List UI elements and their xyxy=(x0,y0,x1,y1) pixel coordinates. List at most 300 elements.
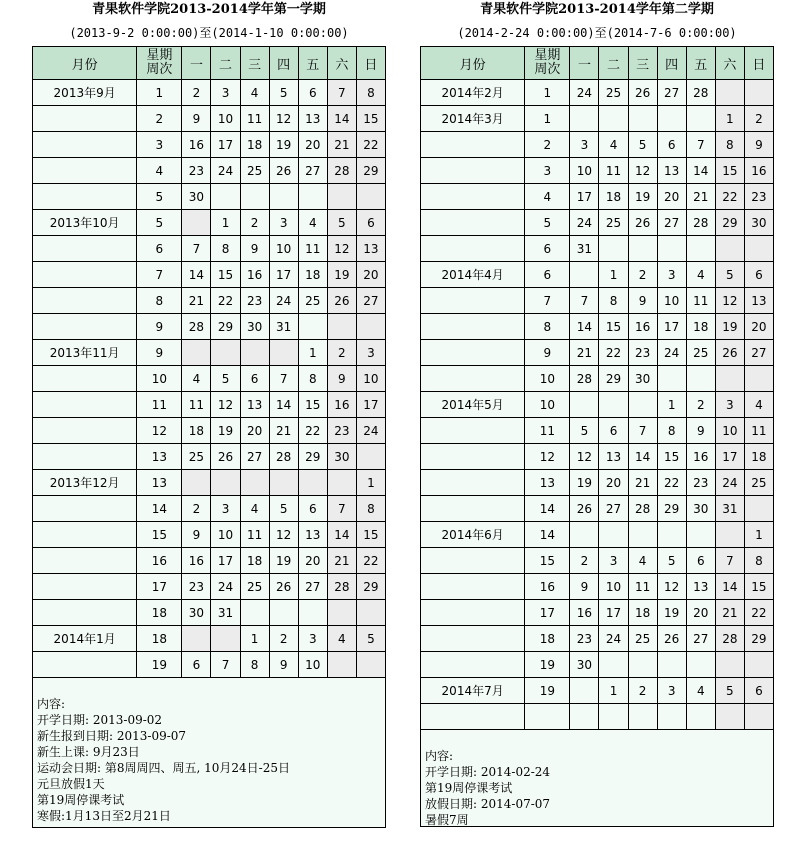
month-cell xyxy=(33,652,137,678)
day-cell: 29 xyxy=(657,496,686,522)
day-cell xyxy=(269,184,298,210)
day-cell xyxy=(182,210,211,236)
day-cell: 29 xyxy=(356,158,385,184)
week-number-cell: 15 xyxy=(525,548,570,574)
day-cell: 8 xyxy=(599,288,628,314)
day-cell: 16 xyxy=(327,392,356,418)
day-cell xyxy=(744,704,773,730)
day-cell: 17 xyxy=(269,262,298,288)
note-line: 放假日期: 2014-07-07 xyxy=(425,797,551,811)
month-cell: 2013年10月 xyxy=(33,210,137,236)
day-cell xyxy=(240,600,269,626)
day-cell: 16 xyxy=(182,548,211,574)
day-cell: 9 xyxy=(327,366,356,392)
day-cell: 1 xyxy=(240,626,269,652)
day-cell: 10 xyxy=(356,366,385,392)
weekday-header: 六 xyxy=(327,47,356,80)
day-cell: 7 xyxy=(327,80,356,106)
day-cell: 5 xyxy=(657,548,686,574)
day-cell: 6 xyxy=(686,548,715,574)
week-number-cell: 10 xyxy=(525,392,570,418)
day-cell: 13 xyxy=(298,522,327,548)
month-cell xyxy=(421,132,525,158)
month-header: 月份 xyxy=(421,47,525,80)
day-cell xyxy=(570,704,599,730)
week-number-cell: 7 xyxy=(137,262,182,288)
day-cell: 29 xyxy=(356,574,385,600)
week-row xyxy=(421,288,774,314)
day-cell: 1 xyxy=(599,678,628,704)
day-cell xyxy=(211,184,240,210)
day-cell: 17 xyxy=(211,548,240,574)
day-cell: 28 xyxy=(570,366,599,392)
day-cell: 28 xyxy=(715,626,744,652)
day-cell xyxy=(182,470,211,496)
day-cell: 13 xyxy=(356,236,385,262)
day-cell: 31 xyxy=(211,600,240,626)
month-cell xyxy=(33,132,137,158)
day-cell: 7 xyxy=(628,418,657,444)
week-number-cell: 8 xyxy=(137,288,182,314)
note-line: 开学日期: 2013-09-02 xyxy=(37,713,163,727)
month-cell xyxy=(421,210,525,236)
day-cell: 6 xyxy=(240,366,269,392)
day-cell: 2 xyxy=(240,210,269,236)
week-row xyxy=(421,418,774,444)
day-cell xyxy=(628,704,657,730)
day-cell: 23 xyxy=(744,184,773,210)
day-cell: 25 xyxy=(599,80,628,106)
week-number-cell: 19 xyxy=(525,678,570,704)
day-cell: 14 xyxy=(269,392,298,418)
month-cell xyxy=(33,418,137,444)
week-number-cell: 16 xyxy=(525,574,570,600)
day-cell: 25 xyxy=(599,210,628,236)
week-row xyxy=(421,236,774,262)
day-cell: 4 xyxy=(628,548,657,574)
month-cell xyxy=(33,522,137,548)
day-cell: 21 xyxy=(715,600,744,626)
note-line: 新生报到日期: 2013-09-07 xyxy=(37,729,187,743)
day-cell xyxy=(744,236,773,262)
day-cell: 11 xyxy=(240,522,269,548)
day-cell: 20 xyxy=(686,600,715,626)
day-cell: 6 xyxy=(657,132,686,158)
day-cell: 21 xyxy=(327,548,356,574)
week-row xyxy=(421,80,774,106)
day-cell: 8 xyxy=(298,366,327,392)
day-cell: 21 xyxy=(570,340,599,366)
month-cell xyxy=(33,236,137,262)
month-cell xyxy=(33,392,137,418)
month-cell xyxy=(421,496,525,522)
day-cell: 15 xyxy=(715,158,744,184)
day-cell: 25 xyxy=(744,470,773,496)
note-line: 内容: xyxy=(37,697,66,711)
day-cell xyxy=(298,470,327,496)
day-cell: 11 xyxy=(686,288,715,314)
week-row xyxy=(421,210,774,236)
day-cell xyxy=(298,184,327,210)
day-cell: 6 xyxy=(744,678,773,704)
day-cell xyxy=(715,522,744,548)
day-cell: 27 xyxy=(240,444,269,470)
day-cell xyxy=(269,340,298,366)
day-cell: 7 xyxy=(211,652,240,678)
day-cell: 20 xyxy=(240,418,269,444)
month-cell: 2013年11月 xyxy=(33,340,137,366)
day-cell: 3 xyxy=(356,340,385,366)
week-number-cell: 17 xyxy=(137,574,182,600)
month-cell xyxy=(33,184,137,210)
day-cell xyxy=(686,704,715,730)
day-cell: 10 xyxy=(657,288,686,314)
day-cell: 10 xyxy=(269,236,298,262)
day-cell: 18 xyxy=(686,314,715,340)
week-row xyxy=(421,678,774,704)
day-cell: 8 xyxy=(356,496,385,522)
day-cell: 26 xyxy=(211,444,240,470)
semester2-table xyxy=(420,46,774,730)
week-number-cell: 12 xyxy=(137,418,182,444)
month-cell xyxy=(33,548,137,574)
day-cell: 26 xyxy=(657,626,686,652)
day-cell xyxy=(628,652,657,678)
week-row xyxy=(421,392,774,418)
day-cell: 3 xyxy=(657,678,686,704)
day-cell: 8 xyxy=(211,236,240,262)
day-cell xyxy=(356,600,385,626)
day-cell: 4 xyxy=(240,80,269,106)
week-row xyxy=(421,496,774,522)
day-cell: 22 xyxy=(657,470,686,496)
day-cell: 13 xyxy=(240,392,269,418)
day-cell xyxy=(744,496,773,522)
day-cell: 23 xyxy=(686,470,715,496)
week-number-cell: 19 xyxy=(525,652,570,678)
day-cell: 29 xyxy=(715,210,744,236)
day-cell: 1 xyxy=(298,340,327,366)
weekday-header: 五 xyxy=(686,47,715,80)
week-number-cell: 11 xyxy=(137,392,182,418)
day-cell: 20 xyxy=(298,132,327,158)
day-cell: 27 xyxy=(298,574,327,600)
day-cell: 14 xyxy=(327,106,356,132)
day-cell: 27 xyxy=(744,340,773,366)
week-row xyxy=(421,106,774,132)
month-cell xyxy=(421,574,525,600)
day-cell: 20 xyxy=(744,314,773,340)
week-header-line1: 星期 xyxy=(534,48,561,63)
day-cell: 17 xyxy=(715,444,744,470)
week-row xyxy=(33,106,386,132)
day-cell xyxy=(715,366,744,392)
day-cell xyxy=(298,314,327,340)
week-row xyxy=(33,470,386,496)
day-cell: 7 xyxy=(182,236,211,262)
day-cell: 11 xyxy=(599,158,628,184)
month-cell xyxy=(33,288,137,314)
week-row xyxy=(33,392,386,418)
week-number-cell: 13 xyxy=(137,470,182,496)
day-cell: 10 xyxy=(599,574,628,600)
day-cell xyxy=(715,652,744,678)
week-number-cell: 2 xyxy=(525,132,570,158)
note-line: 新生上课: 9月23日 xyxy=(37,745,140,759)
weekday-header: 六 xyxy=(715,47,744,80)
note-line: 暑假7周 xyxy=(425,813,469,827)
day-cell xyxy=(744,80,773,106)
week-number-cell xyxy=(525,704,570,730)
day-cell: 6 xyxy=(356,210,385,236)
semester2-calendar xyxy=(420,0,774,827)
week-row xyxy=(421,184,774,210)
semester2-notes xyxy=(420,730,774,827)
day-cell: 2 xyxy=(269,626,298,652)
day-cell xyxy=(657,704,686,730)
day-cell: 22 xyxy=(356,132,385,158)
day-cell xyxy=(211,470,240,496)
week-number-cell: 18 xyxy=(525,626,570,652)
week-number-cell: 13 xyxy=(525,470,570,496)
month-cell: 2014年5月 xyxy=(421,392,525,418)
day-cell xyxy=(744,652,773,678)
day-cell: 8 xyxy=(744,548,773,574)
month-cell xyxy=(421,236,525,262)
day-cell: 27 xyxy=(599,496,628,522)
week-row xyxy=(421,652,774,678)
day-cell: 4 xyxy=(182,366,211,392)
week-row xyxy=(33,184,386,210)
day-cell: 7 xyxy=(269,366,298,392)
month-cell: 2013年9月 xyxy=(33,80,137,106)
day-cell xyxy=(570,522,599,548)
header-row xyxy=(421,47,774,80)
day-cell: 8 xyxy=(715,132,744,158)
day-cell: 16 xyxy=(182,132,211,158)
month-cell xyxy=(421,418,525,444)
day-cell: 16 xyxy=(628,314,657,340)
week-header-line2: 周次 xyxy=(534,62,561,77)
day-cell: 26 xyxy=(327,288,356,314)
week-number-cell: 19 xyxy=(137,652,182,678)
day-cell: 29 xyxy=(211,314,240,340)
semester1-date-range: (2013-9-2 0:00:00)至(2014-1-10 0:00:00) xyxy=(69,26,349,40)
month-cell: 2014年6月 xyxy=(421,522,525,548)
day-cell: 18 xyxy=(628,600,657,626)
day-cell: 19 xyxy=(269,548,298,574)
day-cell: 22 xyxy=(744,600,773,626)
month-cell xyxy=(33,262,137,288)
week-header xyxy=(137,47,182,80)
day-cell xyxy=(327,470,356,496)
day-cell xyxy=(182,626,211,652)
day-cell: 2 xyxy=(628,262,657,288)
day-cell: 22 xyxy=(298,418,327,444)
week-number-cell: 15 xyxy=(137,522,182,548)
day-cell: 19 xyxy=(628,184,657,210)
day-cell: 9 xyxy=(628,288,657,314)
week-number-cell: 7 xyxy=(525,288,570,314)
day-cell: 6 xyxy=(298,496,327,522)
day-cell: 11 xyxy=(628,574,657,600)
day-cell: 15 xyxy=(356,106,385,132)
day-cell xyxy=(715,80,744,106)
week-row xyxy=(33,522,386,548)
day-cell: 13 xyxy=(298,106,327,132)
day-cell: 2 xyxy=(570,548,599,574)
day-cell: 28 xyxy=(686,80,715,106)
day-cell: 19 xyxy=(570,470,599,496)
week-header-line2: 周次 xyxy=(146,62,173,77)
day-cell: 4 xyxy=(298,210,327,236)
day-cell: 17 xyxy=(211,132,240,158)
month-cell: 2014年3月 xyxy=(421,106,525,132)
day-cell: 16 xyxy=(744,158,773,184)
day-cell: 15 xyxy=(744,574,773,600)
day-cell: 15 xyxy=(298,392,327,418)
day-cell: 30 xyxy=(744,210,773,236)
day-cell: 5 xyxy=(715,262,744,288)
day-cell: 25 xyxy=(298,288,327,314)
day-cell: 12 xyxy=(570,444,599,470)
day-cell: 24 xyxy=(269,288,298,314)
day-cell: 22 xyxy=(356,548,385,574)
month-cell: 2014年4月 xyxy=(421,262,525,288)
day-cell: 1 xyxy=(599,262,628,288)
day-cell: 26 xyxy=(628,210,657,236)
month-cell xyxy=(33,496,137,522)
day-cell: 9 xyxy=(182,106,211,132)
day-cell: 5 xyxy=(628,132,657,158)
week-number-cell: 12 xyxy=(525,444,570,470)
week-row xyxy=(421,314,774,340)
month-cell xyxy=(421,314,525,340)
week-number-cell: 4 xyxy=(137,158,182,184)
day-cell: 10 xyxy=(715,418,744,444)
day-cell: 30 xyxy=(570,652,599,678)
day-cell: 5 xyxy=(211,366,240,392)
week-row xyxy=(421,158,774,184)
day-cell: 24 xyxy=(570,80,599,106)
week-row xyxy=(421,626,774,652)
month-cell xyxy=(421,600,525,626)
day-cell: 18 xyxy=(240,548,269,574)
week-row xyxy=(33,574,386,600)
day-cell: 8 xyxy=(657,418,686,444)
day-cell: 24 xyxy=(356,418,385,444)
month-cell: 2014年2月 xyxy=(421,80,525,106)
day-cell: 24 xyxy=(211,158,240,184)
note-line: 第19周停课考试 xyxy=(37,793,125,807)
day-cell: 23 xyxy=(570,626,599,652)
day-cell: 10 xyxy=(298,652,327,678)
day-cell: 21 xyxy=(628,470,657,496)
day-cell xyxy=(327,184,356,210)
day-cell: 31 xyxy=(269,314,298,340)
day-cell: 4 xyxy=(599,132,628,158)
day-cell xyxy=(327,652,356,678)
day-cell: 12 xyxy=(715,288,744,314)
day-cell: 24 xyxy=(570,210,599,236)
month-cell xyxy=(33,444,137,470)
day-cell: 1 xyxy=(356,470,385,496)
day-cell: 2 xyxy=(686,392,715,418)
month-cell xyxy=(33,574,137,600)
day-cell: 13 xyxy=(744,288,773,314)
month-cell xyxy=(421,444,525,470)
month-cell xyxy=(421,288,525,314)
week-number-cell: 17 xyxy=(525,600,570,626)
day-cell xyxy=(686,236,715,262)
day-cell: 28 xyxy=(269,444,298,470)
day-cell xyxy=(269,470,298,496)
day-cell: 21 xyxy=(269,418,298,444)
day-cell: 5 xyxy=(327,210,356,236)
week-row xyxy=(421,522,774,548)
day-cell: 1 xyxy=(211,210,240,236)
day-cell: 29 xyxy=(744,626,773,652)
week-row xyxy=(33,600,386,626)
week-row xyxy=(421,600,774,626)
week-row xyxy=(33,548,386,574)
header-row xyxy=(33,47,386,80)
month-cell xyxy=(421,470,525,496)
day-cell: 16 xyxy=(240,262,269,288)
weekday-header: 五 xyxy=(298,47,327,80)
day-cell xyxy=(211,340,240,366)
day-cell: 30 xyxy=(182,184,211,210)
week-number-cell: 6 xyxy=(525,236,570,262)
day-cell: 15 xyxy=(356,522,385,548)
day-cell xyxy=(628,522,657,548)
week-number-cell: 9 xyxy=(525,340,570,366)
day-cell: 25 xyxy=(240,158,269,184)
week-row xyxy=(33,158,386,184)
day-cell: 18 xyxy=(744,444,773,470)
day-cell: 25 xyxy=(240,574,269,600)
day-cell: 15 xyxy=(211,262,240,288)
week-row xyxy=(33,652,386,678)
day-cell: 19 xyxy=(327,262,356,288)
weekday-header: 一 xyxy=(570,47,599,80)
day-cell xyxy=(657,106,686,132)
day-cell xyxy=(570,392,599,418)
day-cell: 26 xyxy=(715,340,744,366)
day-cell: 11 xyxy=(744,418,773,444)
month-header: 月份 xyxy=(33,47,137,80)
day-cell: 11 xyxy=(240,106,269,132)
day-cell: 17 xyxy=(570,184,599,210)
day-cell: 25 xyxy=(182,444,211,470)
day-cell: 16 xyxy=(686,444,715,470)
day-cell xyxy=(657,236,686,262)
day-cell: 9 xyxy=(240,236,269,262)
week-row xyxy=(33,288,386,314)
month-cell xyxy=(421,626,525,652)
day-cell: 30 xyxy=(240,314,269,340)
day-cell: 25 xyxy=(686,340,715,366)
day-cell: 28 xyxy=(182,314,211,340)
day-cell xyxy=(240,470,269,496)
day-cell: 9 xyxy=(269,652,298,678)
day-cell: 1 xyxy=(715,106,744,132)
day-cell: 30 xyxy=(182,600,211,626)
day-cell: 10 xyxy=(211,522,240,548)
day-cell: 23 xyxy=(628,340,657,366)
week-row xyxy=(33,80,386,106)
day-cell: 21 xyxy=(686,184,715,210)
